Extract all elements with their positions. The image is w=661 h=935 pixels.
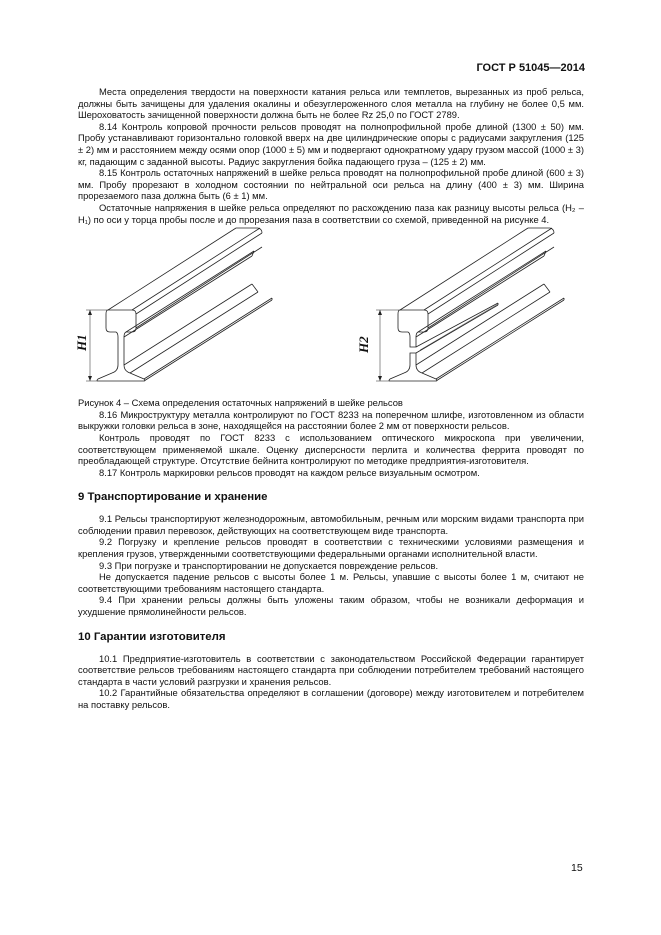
rail-drawing-right [376,228,564,381]
page-content [74,86,584,711]
label-h1: H1 [74,334,89,352]
paragraph-9-4: 9.4 При хранении рельсы должны быть уложены таким образом, чтобы не возникали деформация и ухудшение прямолинейности рельсов. [78,594,584,618]
paragraph-residual-stress: Остаточные напряжения в шейке рельса определяют по расхождению паза как разницу высоты рельса (H₂ – H₁) по оси у торца пробы после и до прорезания паза в соответствии со схемой, приведенной на рисунке 4. [78,201,584,225]
paragraph-hardness-locations: Места определения твердости на поверхности катания рельса или темплетов, вырезанных из проб рельса, должны быть зачищены для удаления окалины и обезуглероженного слоя металла на глубину не более 0,5 мм. Шероховатость зачищенной поверхности должна быть не более Rz 25,0 по ГОСТ 2789. [78,86,584,121]
paragraph-10-2: 10.2 Гарантийные обязательства определяют в соглашении (договоре) между изготовителем и потребителем на поставку рельсов. [78,687,584,710]
page-number: 15 [571,862,583,874]
paragraph-10-1: 10.1 Предприятие-изготовитель в соответствии с законодательством Российской Федерации гарантирует соответствие рельсов требованиям настоящего стандарта при соблюдении потребителем требований настоящего стандарта в части условий разгрузки и хранения рельсов. [78,652,584,687]
paragraph-drop-height: Не допускается падение рельсов с высоты более 1 м. Рельсы, упавшие с высоты более 1 м, считают не соответствующими требованиям настоящего стандарта. [78,571,584,594]
paragraph-9-1: 9.1 Рельсы транспортируют железнодорожным, автомобильным, речным или морским видами транспорта при соблюдении правил перевозок, действующих на соответствующем виде транспорта. [78,513,584,536]
paragraph-8-16: 8.16 Микроструктуру металла контролируют по ГОСТ 8233 на поперечном шлифе, изготовленном из области выкружки головки рельса в зоне, находящейся на расстоянии более 2 мм от поверхности рельсов. [78,408,584,432]
label-h2: H2 [356,336,371,354]
figure-4-rail-diagram [74,229,584,397]
paragraph-9-2: 9.2 Погрузку и крепление рельсов проводят в соответствии с техническими условиями размещения и крепления грузов, утвержденными соответствующими федеральными органами исполнительной власти. [78,536,584,560]
paragraph-9-3: 9.3 При погрузке и транспортировании не допускается повреждение рельсов. [99,559,439,571]
section-9-title: 9 Транспортирование и хранение [78,491,268,504]
paragraph-8-15: 8.15 Контроль остаточных напряжений в шейке рельса проводят на полнопрофильной пробе длиной (600 ± 3) мм. Пробу прорезают в холодном состоянии по нейтральной оси рельса на длину (400 ± 3) мм. Ширина прорезаемого паза должна быть (6 ± 1) мм. [78,167,584,202]
paragraph-8-17: 8.17 Контроль маркировки рельсов проводят на каждом рельсе визуальным осмотром. [99,466,480,478]
document-code: ГОСТ Р 51045—2014 [476,62,585,74]
figure-caption: Рисунок 4 – Схема определения остаточных напряжений в шейке рельсов [78,397,403,409]
section-10-title: 10 Гарантии изготовителя [78,630,226,643]
rail-drawing-left [86,228,272,381]
paragraph-8-14: 8.14 Контроль копровой прочности рельсов проводят на полнопрофильной пробе длиной (1300 ± 50) мм. Пробу устанавливают горизонтально головкой вверх на две цилиндрические опоры с радиусами закругления (125 ± 2) мм и расстоянием между осями опор (1000 ± 5) мм и подвергают однократному удару грузом массой (1000 ± 3) кг, падающим с заданной высоты. Радиус закругления бойка падающего груза – (125 ± 2) мм. [78,120,584,167]
rail-drawings [74,229,584,397]
paragraph-microscope-control: Контроль проводят по ГОСТ 8233 с использованием оптического микроскопа при увеличении, соответствующем применяемой шкале. Оценку дисперсности перлита и количества феррита проводят по преобладающей структуре. Отсутствие бейнита контролируют по методике предприятия-изготовителя. [78,431,584,467]
